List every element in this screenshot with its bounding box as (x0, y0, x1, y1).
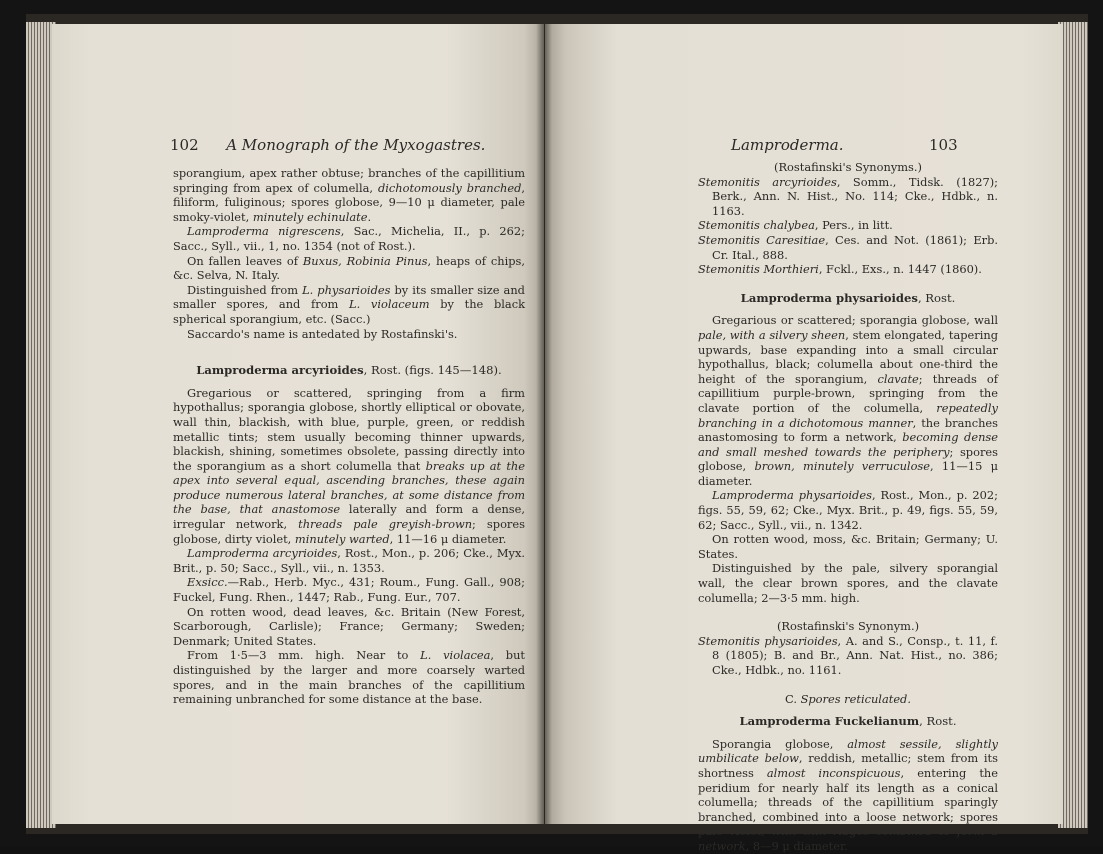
synonym-entry: Stemonitis arcyrioides, Somm., Tidsk. (1827); Berk., Ann. N. Hist., No. 114; Cke., Hdbk., n. 1163. (698, 174, 998, 218)
species-description: Gregarious or scattered, springing from a firm hypothallus; sporangia globose, shortly elliptical or obovate, wall thin, blackish, with blue, purple, green, or reddish metallic tints; stem usually becoming thinner upwards, blackish, shining, sometimes obsolete, passing directly into the sporangium as a short columella that breaks up at the apex into several equal, ascending branches, these again produce numerous lateral branches, at some distance from the base, that anastomose laterally and form a dense, irregular network, threads pale greyish-brown; spores globose, dirty violet, minutely warted, 11—16 μ diameter. (173, 385, 526, 546)
habitat: On rotten wood, dead leaves, &c. Britain (New Forest, Scarborough, Carlisle); France; Germany; Sweden; Denmark; United States. (173, 604, 525, 648)
species-heading: Lamproderma physarioides, Rost. (740, 290, 956, 305)
synonym-entry: Stemonitis Caresitiae, Ces. and Not. (1861); Erb. Cr. Ital., 888. (698, 232, 998, 262)
species-heading: Lamproderma Fuckelianum, Rost. (739, 714, 957, 729)
right-running-title: Lamproderma. (731, 136, 844, 154)
right-text-block (698, 160, 998, 854)
left-running-title: A Monograph of the Myxogastres. (226, 136, 486, 154)
left-page (52, 24, 544, 824)
synonym-entry: Stemonitis chalybea, Pers., in litt. (698, 218, 893, 233)
synonyms-heading: (Rostafinski's Synonyms.) (774, 160, 922, 174)
distinction: From 1·5—3 mm. high. Near to L. violacea, but distinguished by the larger and more coarsely warted spores, and in the main branches of the capillitium remaining unbranched for some distance at the base. (173, 648, 525, 707)
paragraph: sporangium, apex rather obtuse; branches of the capillitium springing from apex of columella, dichotomously branched, filiform, fuliginous; spores globose, 9—10 μ diameter, pale smoky-violet, minutely echinulate. (173, 166, 525, 224)
right-page (545, 24, 1063, 853)
habitat: On rotten wood, moss, &c. Britain; Germany; U. States. (698, 532, 998, 561)
synonym-citation: Lamproderma physarioides, Rost., Mon., p. 202; figs. 55, 59, 62; Cke., Myx. Brit., p. 49, figs. 55, 59, 62; Sacc., Syll., vii., n. 1342. (698, 488, 999, 532)
left-running-head (170, 136, 485, 154)
species-heading: Lamproderma arcyrioides, Rost. (figs. 145—148). (196, 363, 502, 378)
synonym-citation: Lamproderma arcyrioides, Rost., Mon., p. 206; Cke., Myx. Brit., p. 50; Sacc., Syll., vii., n. 1353. (173, 546, 525, 575)
distinction: Distinguished by the pale, silvery sporangial wall, the clear brown spores, and the clavate columella; 2—3·5 mm. high. (698, 561, 998, 605)
habitat: On fallen leaves of Buxus, Robinia Pinus, heaps of chips, &c. Selva, N. Italy. (173, 253, 525, 283)
synonym-citation: Lamproderma nigrescens, Sac., Michelia, II., p. 262; Sacc., Syll., vii., 1, no. 1354 (not of Rost.). (173, 224, 525, 253)
section-heading: C. Spores reticulated. (785, 691, 911, 706)
left-page-number: 102 (170, 136, 199, 154)
synonym-entry: Stemonitis Morthieri, Fckl., Exs., n. 1447 (1860). (698, 262, 982, 277)
book-gutter (536, 24, 552, 824)
synonym-heading: (Rostafinski's Synonym.) (776, 619, 920, 634)
exsiccatae: Exsicc.—Rab., Herb. Myc., 431; Roum., Fung. Gall., 908; Fuckel, Fung. Rhen., 1447; Rab., Fung. Eur., 707. (173, 575, 525, 605)
synonym-entry: Stemonitis physarioides, A. and S., Consp., t. 11, f. 8 (1805); B. and Br., Ann. Nat. Hist., no. 386; Cke., Hdbk., no. 1161. (698, 633, 998, 677)
species-description: Sporangia globose, almost sessile, slightly umbilicate below, reddish, metallic; stem from its shortness almost inconspicuous, entering the peridium for nearly half its length as a conical columella; threads of the capillitium sparingly branched, combined into a loose network; spores pale violet, with thin ridges combined to form a network, 8—9 μ diameter. (698, 736, 998, 853)
note: Saccardo's name is antedated by Rostafinski's. (187, 326, 458, 341)
right-page-number: 103 (929, 136, 958, 154)
distinction: Distinguished from L. physarioides by its smaller size and smaller spores, and from L. violaceum by the black spherical sporangium, etc. (Sacc.) (173, 282, 525, 326)
left-text-block (173, 166, 525, 707)
species-description: Gregarious or scattered; sporangia globose, wall pale, with a silvery sheen, stem elongated, tapering upwards, base expanding into a small circular hypothallus, black; columella about one-third the height of the sporangium, clavate; threads of capillitium purple-brown, springing from the clavate portion of the columella, repeatedly branching in a dichotomous manner, the branches anastomosing to form a network, becoming dense and small meshed towards the periphery; spores globose, brown, minutely verruculose, 11—15 μ diameter. (698, 313, 998, 488)
